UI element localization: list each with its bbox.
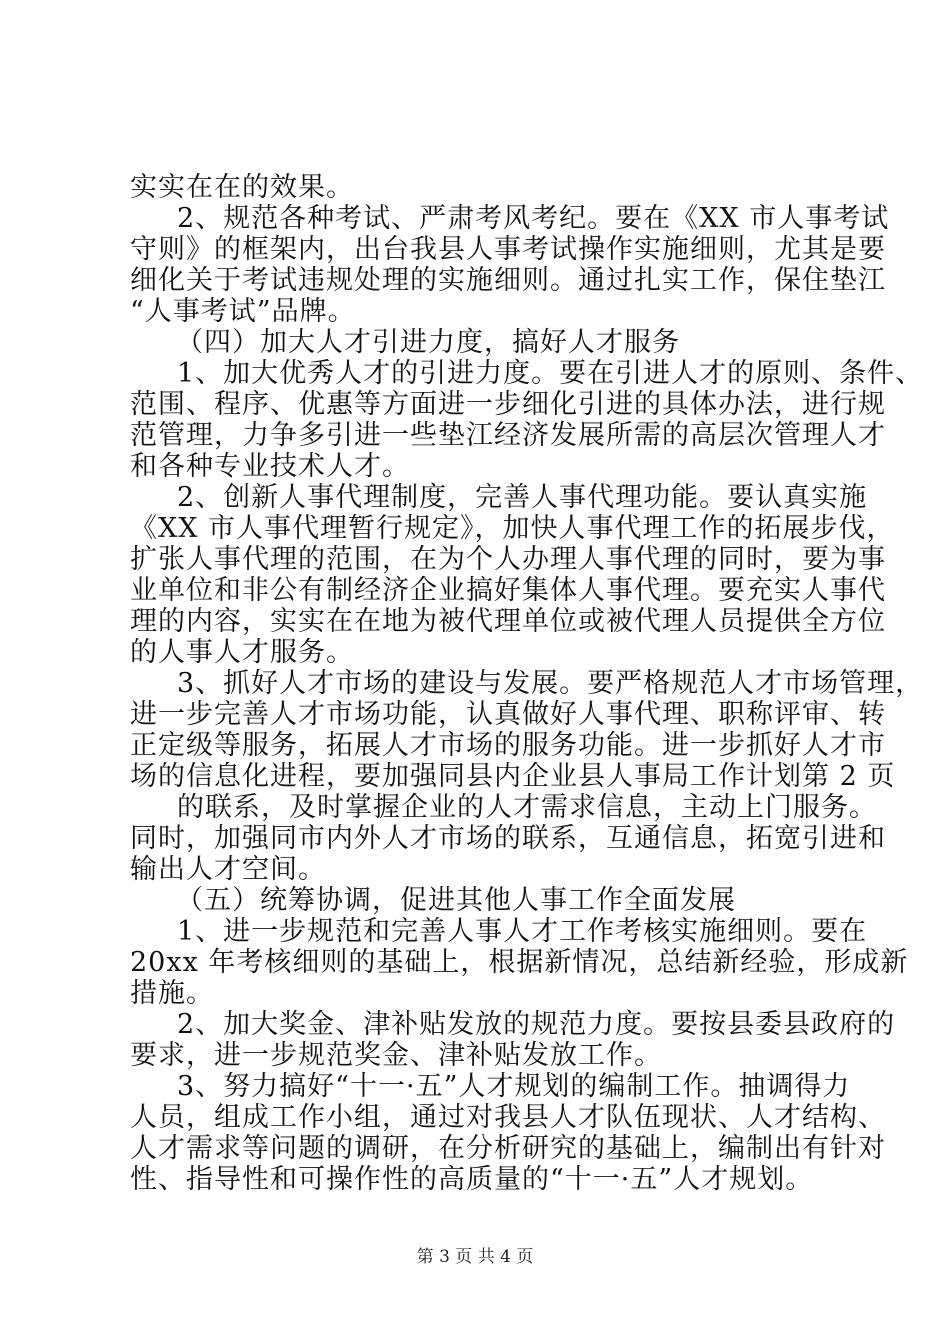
text-line: 扩张人事代理的范围，在为个人办理人事代理的同时，要为事 [130,544,886,575]
text-line: 理的内容，实实在在地为被代理单位或被代理人员提供全方位 [130,606,886,637]
text-line: 要求，进一步规范奖金、津补贴发放工作。 [130,1040,662,1071]
text-line: 1、加大优秀人才的引进力度。要在引进人才的原则、条件、 [177,358,924,389]
text-line: 细化关于考试违规处理的实施细则。通过扎实工作，保住垫江 [130,265,886,296]
text-line: “人事考试”品牌。 [130,296,356,327]
text-line: 输出人才空间。 [130,854,326,885]
text-line: 3、抓好人才市场的建设与发展。要严格规范人才市场管理， [177,668,924,699]
text-line: 2、规范各种考试、严肃考风考纪。要在《XX 市人事考试 [177,203,890,234]
section-heading: （四）加大人才引进力度，搞好人才服务 [176,327,680,358]
text-line: 性、指导性和可操作性的高质量的“十一·五”人才规划。 [130,1164,814,1195]
text-line: 1、进一步规范和完善人事人才工作考核实施细则。要在 [177,916,868,947]
text-line: 范管理，力争多引进一些垫江经济发展所需的高层次管理人才 [130,420,886,451]
text-line: 《XX 市人事代理暂行规定》，加快人事代理工作的拓展步伐， [130,513,895,544]
text-line: 的联系，及时掌握企业的人才需求信息，主动上门服务。 [177,792,877,823]
text-line: 正定级等服务，拓展人才市场的服务功能。进一步抓好人才市 [130,730,886,761]
section-heading: （五）统筹协调，促进其他人事工作全面发展 [176,885,736,916]
text-line: 场的信息化进程，要加强同县内企业县人事局工作计划第 2 页 [130,761,896,792]
text-line: 范围、程序、优惠等方面进一步细化引进的具体办法，进行规 [130,389,886,420]
text-line: 2、加大奖金、津补贴发放的规范力度。要按县委县政府的 [177,1009,896,1040]
text-line: 和各种专业技术人才。 [130,451,410,482]
page-footer: 第 3 页 共 4 页 [416,1247,534,1267]
text-line: 的人事人才服务。 [130,637,354,668]
text-line: 业单位和非公有制经济企业搞好集体人事代理。要充实人事代 [130,575,886,606]
text-line: 人员，组成工作小组，通过对我县人才队伍现状、人才结构、 [130,1102,886,1133]
text-line: 3、努力搞好“十一·五”人才规划的编制工作。抽调得力 [177,1071,851,1102]
text-line: 措施。 [130,978,214,1009]
text-line: 实实在在的效果。 [130,172,354,203]
text-line: 进一步完善人才市场功能，认真做好人事代理、职称评审、转 [130,699,886,730]
text-line: 同时，加强同市内外人才市场的联系，互通信息，拓宽引进和 [130,823,886,854]
text-line: 人才需求等问题的调研，在分析研究的基础上，编制出有针对 [130,1133,886,1164]
text-line: 2、创新人事代理制度，完善人事代理功能。要认真实施 [177,482,868,513]
text-line: 20xx 年考核细则的基础上，根据新情况，总结新经验，形成新 [130,947,909,978]
text-line: 守则》的框架内，出台我县人事考试操作实施细则，尤其是要 [130,234,886,265]
